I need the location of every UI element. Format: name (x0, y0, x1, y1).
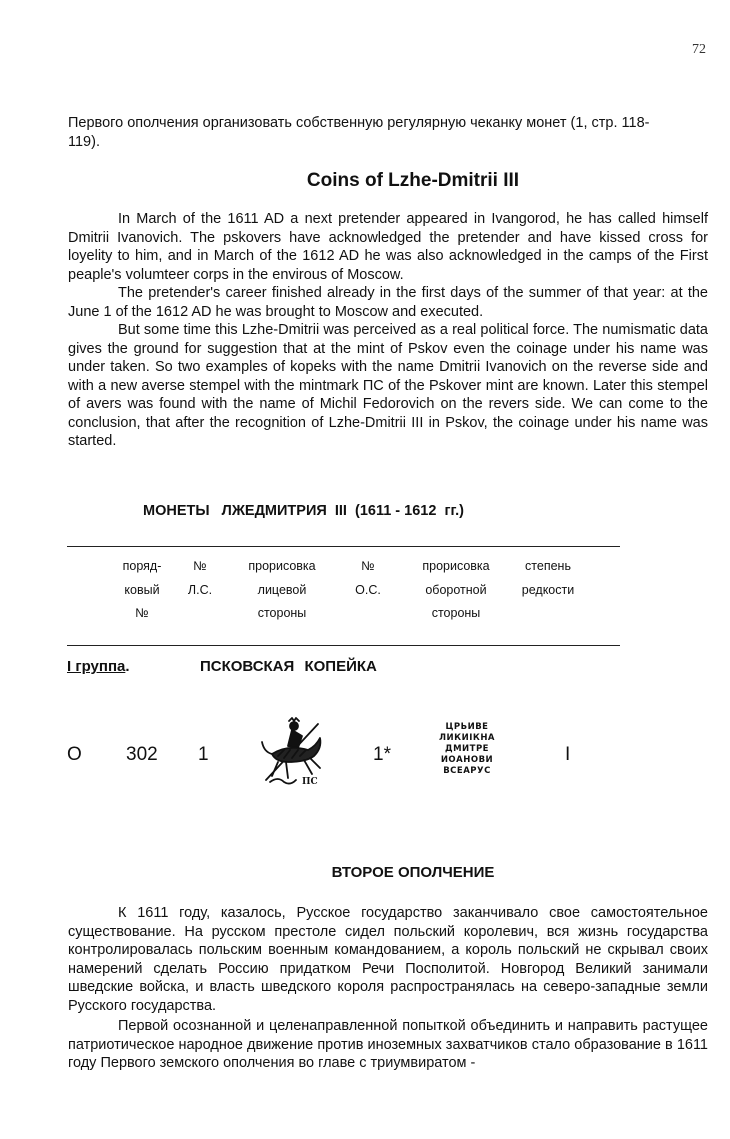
section2-paragraph-1: К 1611 году, казалось, Русское государство заканчивало свое самостоятельное существование. На русском престоле сидел польский королевич, вся жизнь государства контролировалась польским военным командованием, а король польский не скрывал своих намерений сделать Россию придатком Речи Посполитой. Новгород Великий занимали шведские войска, и власть шведского короля распространялась на северо-западные земли Русского государства. (68, 905, 708, 1014)
header-rarity: степень редкости (521, 559, 575, 597)
row-serial-number: 302 (126, 744, 158, 765)
header-reverse-drawing: прорисовка оборотной стороны (422, 559, 490, 620)
row-reverse-number: 1* (373, 744, 391, 765)
section1-paragraph-3: But some time this Lzhe-Dmitrii was perceived as a real political force. The numismatic data gives the ground for suggestion that at the mint of Pskov even the coinage under his name was under taken. So two examples of kopeks with the name Dmitrii Ivanovich on the reverse side and with a new averse stempel with the mintmark ПС of the Pskover mint are known. Later this stempel of avers was found with the name of Michil Fedorovich on the revers side. We can come to the conclusion, that after the recognition of Lzhe-Dmitrii III in Pskov, the coinage under his name was started. (68, 322, 708, 449)
page-number: 72 (692, 42, 706, 57)
header-reverse-number: № О.С. (355, 559, 381, 597)
row-mark: О (67, 744, 82, 765)
group-label: I группа. (67, 658, 130, 675)
section-title-coins: Coins of Lzhe-Dmitrii III (306, 170, 520, 191)
header-obverse-drawing: прорисовка лицевой стороны (248, 559, 316, 620)
obverse-mintmark: ПС (302, 777, 318, 787)
group-name: ПСКОВСКАЯ КОПЕЙКА (200, 658, 377, 675)
intro-line-2: 119). (68, 133, 100, 150)
row-obverse-number: 1 (198, 744, 209, 765)
table-title: МОНЕТЫ ЛЖЕДМИТРИЯ III (1611 - 1612 гг.) (143, 503, 464, 519)
intro-line-1: Первого ополчения организовать собственную регулярную чеканку монет (1, стр. 118- (68, 115, 650, 131)
header-serial-number: поряд- ковый № (122, 559, 162, 620)
section1-paragraph-1: In March of the 1611 AD a next pretender appeared in Ivangorod, he has called himself Dmitrii Ivanovich. The pskovers have acknowledged the pretender and have kissed cross for loyelity to him, and in March of the 1612 AD he was also acknowledged in the camps of the First peaple's volumteer corps in the envirous of Moscow. (68, 211, 708, 283)
header-obverse-number: № Л.С. (187, 559, 213, 597)
table-top-rule (67, 546, 620, 547)
section-title-second-militia: ВТОРОЕ ОПОЛЧЕНИЕ (331, 864, 495, 881)
section2-paragraph-2: Первой осознанной и целенаправленной попыткой объединить и направить растущее патриотическое народное движение против иноземных захватчиков стало образование в 1611 году Первого земского ополчения во главе с триумвиратом - (68, 1018, 708, 1071)
section1-paragraph-2: The pretender's career finished already in the first days of the summer of that year: at the June 1 of the 1612 AD he was brought to Moscow and executed. (68, 285, 708, 320)
table-header-rule (67, 645, 620, 646)
obverse-coin-drawing (258, 716, 328, 788)
intro-paragraph (68, 114, 708, 151)
row-rarity: I (565, 744, 571, 765)
reverse-coin-legend: ЦРЬИВЕ ЛИКИIКНА ДМИТРЕ ИОАНОВИ ВСЕАРУС (438, 722, 496, 776)
